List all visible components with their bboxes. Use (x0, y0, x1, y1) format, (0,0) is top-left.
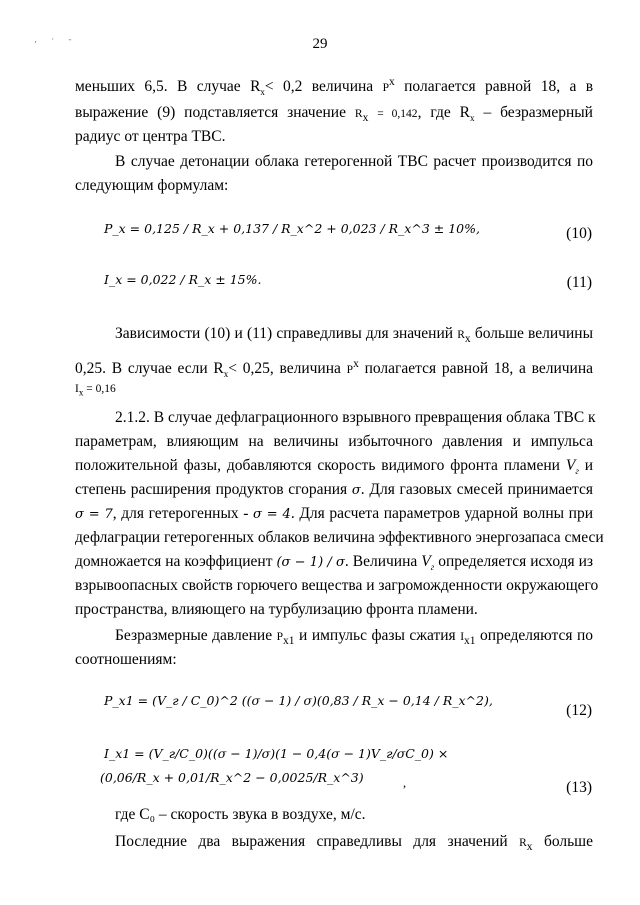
formula-13-line-1: I_x1 = (V_г/C_0)((σ − 1)/σ)(1 − 0,4(σ − 1)V_г/σC_0) × (104, 746, 449, 761)
page-number: 29 (312, 36, 328, 52)
equation-number-12: (12) (566, 702, 592, 719)
text-line-1 (75, 72, 593, 102)
text-line-12: степень расширения продуктов сгорания σ. Для газовых смесей принимается (75, 481, 594, 498)
r-x-symbol: $R_x< 0,2$ величина (250, 78, 374, 98)
text-line-17: пространства, влияющего на турбулизацию фронта пламени. (75, 601, 478, 618)
text-line-5: следующим формулам: (75, 177, 229, 194)
formula-10: P_x = 0,125 / R_x + 0,137 / R_x^2 + 0,023 / R_x^3 ± 10%, (104, 221, 480, 236)
formula-11: I_x = 0,022 / R_x ± 15%. (104, 272, 262, 287)
corner-marks: ‚ · - (34, 34, 78, 44)
text-line-7: 0,25. В случае если $R_x< 0,25$, величина $P^x$ полагается равной 18, а величина (75, 358, 594, 380)
text-run: – безразмерный (483, 104, 593, 121)
text-line-2 (75, 103, 593, 128)
equation-number-13: (13) (566, 779, 592, 796)
text-line-8: $I_x = 0,16$ (75, 383, 116, 398)
p-x-symbol: $P^x$ (382, 76, 395, 95)
text-run: выражение (9) подставляется значение (75, 104, 346, 121)
text-line-6: Зависимости (10) и (11) справедливы для значений $R_x$ больше величины (115, 325, 593, 346)
text-line-13: σ = 7, для гетерогенных - σ = 4. Для расчета параметров ударной волны при (75, 505, 593, 522)
text-line-16: взрывоопасных свойств горючего вещества и загроможденности окружающего (75, 577, 599, 594)
text-line-19: соотношениям: (75, 651, 177, 668)
text-line-4: В случае детонации облака гетерогенной ТВС расчет производится по (115, 153, 593, 170)
text-line-18: Безразмерные давление $P_{x1}$ и импульс фазы сжатия $I_{x1}$ определяются по (115, 627, 594, 648)
text-line-10: параметрам, влияющим на величины избыточного давления и импульса (75, 433, 593, 450)
text-line-20: где C₀ – скорость звука в воздухе, м/с. (115, 806, 366, 823)
equation-number-11: (11) (566, 274, 592, 291)
text-line-9: 2.1.2. В случае дефлаграционного взрывного превращения облака ТВС к (115, 409, 596, 426)
text-line-14: дефлаграции гетерогенных облаков величина эффективного энергозапаса смеси (75, 529, 604, 546)
formula-13-comma: , (403, 776, 407, 790)
text-run: полагается равной 18, а в (404, 78, 594, 96)
formula-12: P_x1 = (V_г / C_0)^2 ((σ − 1) / σ)(0,83 / R_x − 0,14 / R_x^2), (104, 693, 493, 708)
text-line-15: домножается на коэффициент (σ − 1) / σ. Величина $V_г$ определяется исходя из (75, 553, 594, 573)
text-run: меньших 6,5. В случае (75, 78, 241, 96)
r-x-value: $R_x = 0,142$, где $R_x$ (354, 104, 475, 125)
text-line-11: положительной фазы, добавляются скорость видимого фронта пламени $V_г$ и (75, 457, 593, 477)
text-line-3: радиус от центра ТВС. (75, 128, 226, 145)
text-line-21: Последние два выражения справедливы для значений $R_x$ больше (115, 833, 593, 854)
equation-number-10: (10) (566, 225, 592, 242)
formula-13-line-2: (0,06/R_x + 0,01/R_x^2 − 0,0025/R_x^3) (100, 770, 364, 785)
